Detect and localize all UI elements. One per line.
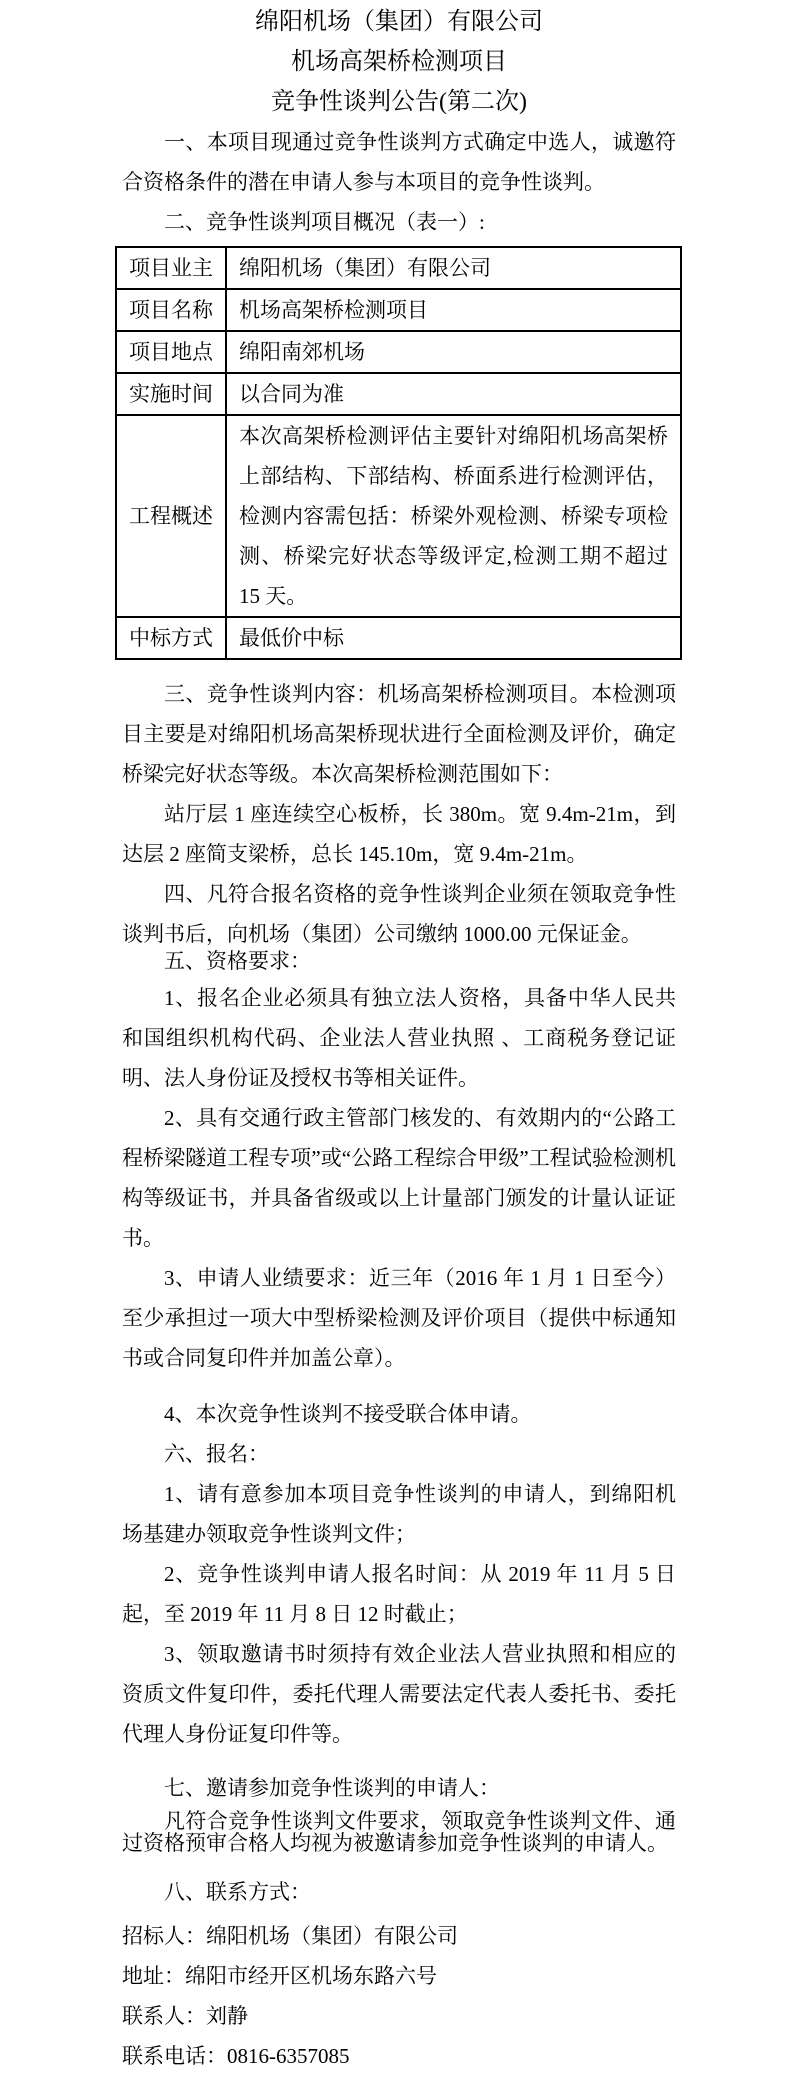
table-value-cell: 绵阳机场（集团）有限公司 [226,247,681,289]
detection-scope: 站厅层 1 座连续空心板桥，长 380m。宽 9.4m-21m，到达层 2 座简支梁桥，总长 145.10m，宽 9.4m-21m。 [122,802,676,866]
table-value-cell: 最低价中标 [226,617,681,659]
doc-title-company: 绵阳机场（集团）有限公司 [255,9,543,35]
table-row [116,373,681,415]
intro-paragraph: 一、本项目现通过竞争性谈判方式确定中选人，诚邀符合资格条件的潜在申请人参与本项目的竞争性谈判。 [122,130,676,194]
qualification-item-3: 3、申请人业绩要求：近三年（2016 年 1 月 1 日至今）至少承担过一项大中型桥梁检测及评价项目（提供中标通知书或合同复印件并加盖公章）。 [122,1266,676,1370]
contact-block [122,1916,676,2076]
table-label-cell: 实施时间 [116,373,226,415]
table-row [116,247,681,289]
table-row [116,289,681,331]
table-row [116,617,681,659]
contact-address: 地址：绵阳市经开区机场东路六号 [122,1964,437,1988]
table-row [116,415,681,617]
table-value-cell: 机场高架桥检测项目 [226,289,681,331]
qualification-item-4: 4、本次竞争性谈判不接受联合体申请。 [164,1402,532,1426]
section-6-heading: 六、报名： [164,1442,269,1466]
section-8-heading: 八、联系方式： [164,1880,311,1904]
section-4-deposit: 四、凡符合报名资格的竞争性谈判企业须在领取竞争性谈判书后，向机场（集团）公司缴纳 1000.00 元保证金。 [122,882,676,946]
table-value-cell: 本次高架桥检测评估主要针对绵阳机场高架桥上部结构、下部结构、桥面系进行检测评估，检测内容需包括：桥梁外观检测、桥梁专项检测、桥梁完好状态等级评定,检测工期不超过 15 天。 [226,415,681,617]
section-5-heading: 五、资格要求： [164,949,311,973]
table-row [116,331,681,373]
signup-item-3: 3、领取邀请书时须持有效企业法人营业执照和相应的资质文件复印件，委托代理人需要法定代表人委托书、委托代理人身份证复印件等。 [122,1642,676,1746]
doc-title-project: 机场高架桥检测项目 [291,49,507,75]
project-overview-table [115,246,682,660]
table-label-cell: 中标方式 [116,617,226,659]
signup-item-2: 2、竞争性谈判申请人报名时间：从 2019 年 11 月 5 日起，至 2019 年 11 月 8 日 12 时截止； [122,1562,676,1626]
section-7-content: 凡符合竞争性谈判文件要求，领取竞争性谈判文件、通过资格预审合格人均视为被邀请参加竞争性谈判的申请人。 [122,1809,676,1855]
section-7-heading: 七、邀请参加竞争性谈判的申请人： [164,1776,500,1800]
section-2-heading: 二、竞争性谈判项目概况（表一）: [164,210,485,234]
qualification-item-1: 1、报名企业必须具有独立法人资格，具备中华人民共和国组织机构代码、企业法人营业执照 、工商税务登记证明、法人身份证及授权书等相关证件。 [122,986,676,1090]
table-value-cell: 绵阳南郊机场 [226,331,681,373]
table-label-cell: 项目地点 [116,331,226,373]
table-value-cell: 以合同为准 [226,373,681,415]
table-label-cell: 项目业主 [116,247,226,289]
table-label-cell: 工程概述 [116,415,226,617]
qualification-item-2: 2、具有交通行政主管部门核发的、有效期内的“公路工程桥梁隧道工程专项”或“公路工程综合甲级”工程试验检测机构等级证书，并具备省级或以上计量部门颁发的计量认证证书。 [122,1106,676,1250]
contact-bidder: 招标人：绵阳机场（集团）有限公司 [122,1924,458,1948]
contact-person: 联系人：刘静 [122,2004,248,2028]
table-label-cell: 项目名称 [116,289,226,331]
doc-title-announcement: 竞争性谈判公告(第二次) [271,89,527,115]
section-3-content: 三、竞争性谈判内容：机场高架桥检测项目。本检测项目主要是对绵阳机场高架桥现状进行全面检测及评价，确定桥梁完好状态等级。本次高架桥检测范围如下： [122,682,676,786]
signup-item-1: 1、请有意参加本项目竞争性谈判的申请人，到绵阳机场基建办领取竞争性谈判文件； [122,1482,676,1546]
contact-phone: 联系电话：0816-6357085 [122,2044,350,2068]
